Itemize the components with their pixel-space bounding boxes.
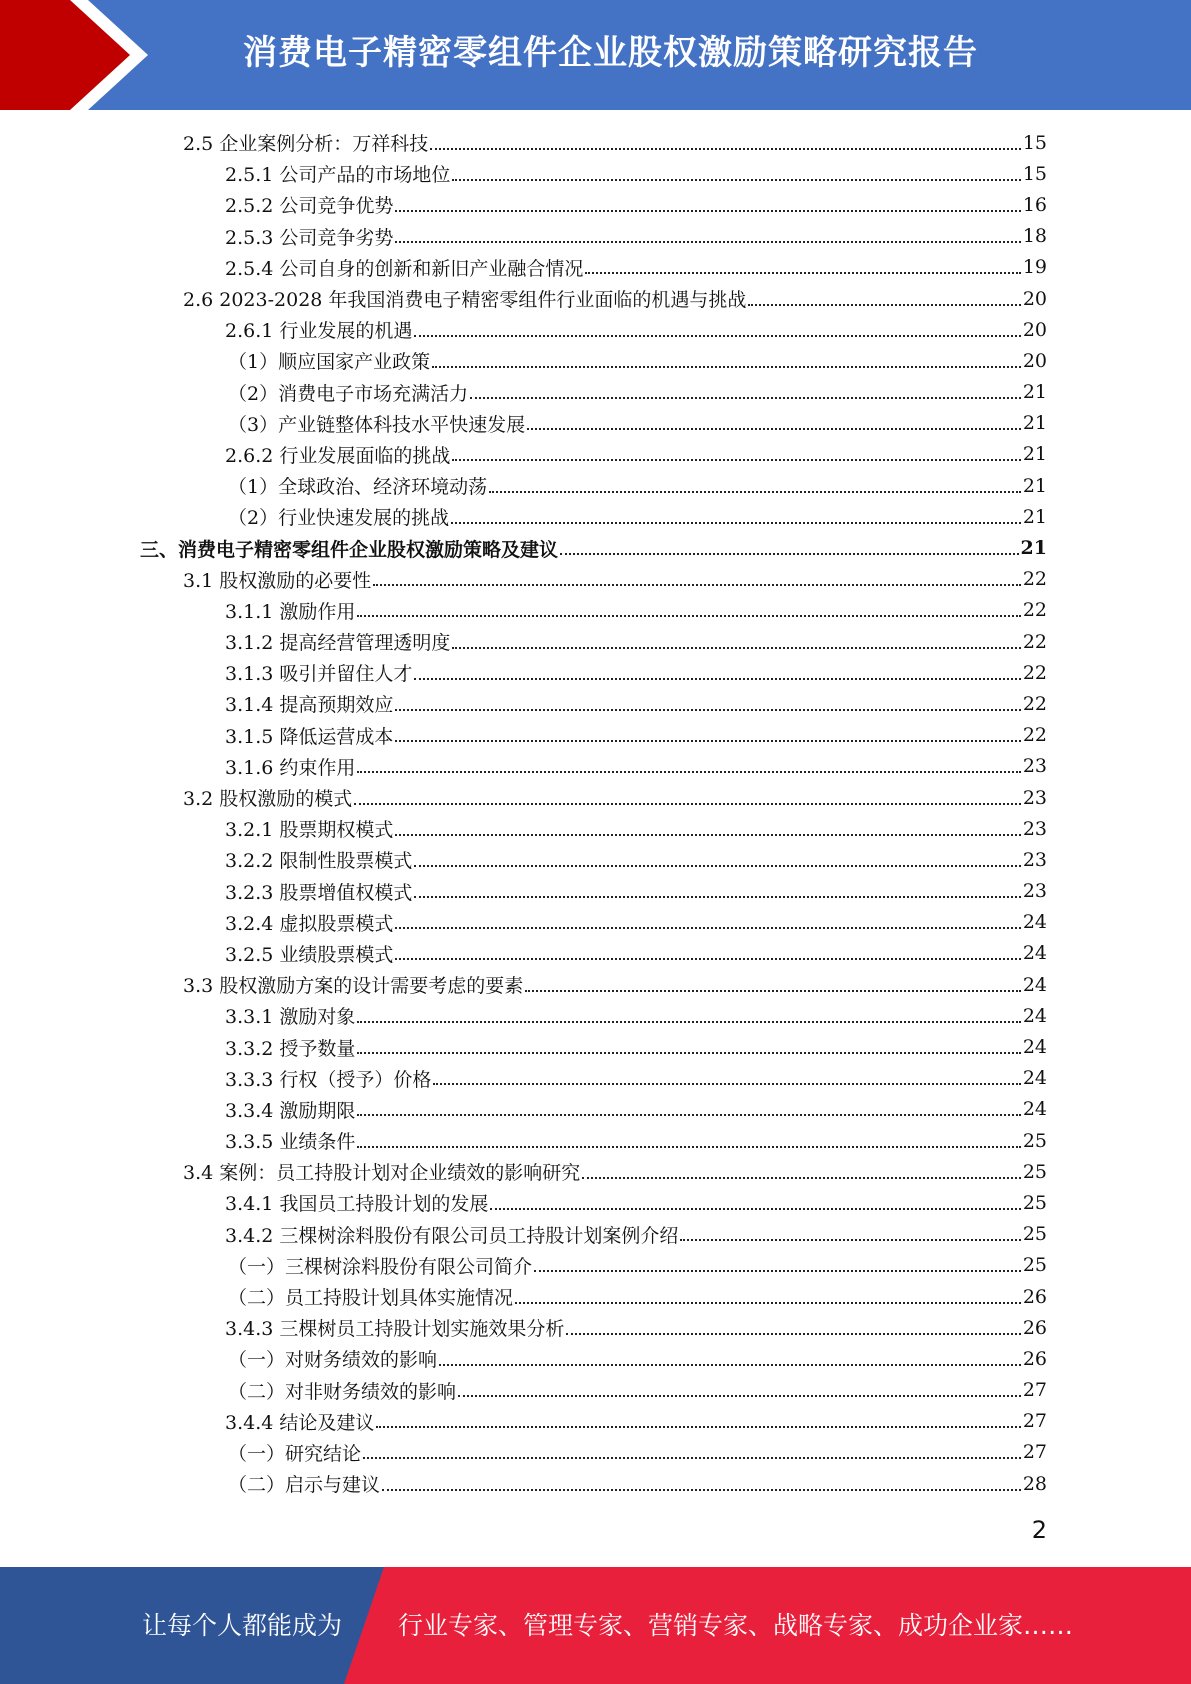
toc-entry-page: 25 [1022,1160,1047,1183]
toc-leader-dots [458,1395,1021,1397]
toc-leader-dots [414,335,1020,337]
toc-entry-page: 21 [1022,443,1047,466]
toc-entry[interactable] [0,564,1191,595]
toc-entry[interactable] [0,876,1191,907]
toc-leader-dots [680,1239,1020,1241]
toc-leader-dots [534,1270,1021,1272]
toc-entry-page: 23 [1022,786,1047,809]
toc-entry[interactable] [0,782,1191,813]
toc-leader-dots [439,1364,1021,1366]
toc-entry-title: 3.1.4 提高预期效应 [225,694,394,717]
toc-entry-page: 23 [1022,755,1047,778]
toc-entry-title: （二）启示与建议 [228,1474,381,1497]
toc-leader-dots [451,522,1021,524]
toc-entry[interactable] [0,1281,1191,1312]
toc-entry-page: 22 [1022,692,1047,715]
toc-entry-page: 21 [1022,412,1047,435]
toc-leader-dots [357,615,1020,617]
toc-leader-dots [395,834,1020,836]
toc-entry[interactable] [0,720,1191,751]
toc-entry-page: 23 [1022,817,1047,840]
report-title: 消费电子精密零组件企业股权激励策略研究报告 [243,33,978,73]
toc-entry[interactable] [0,938,1191,969]
toc-leader-dots [433,1083,1020,1085]
toc-entry-page: 20 [1022,287,1047,310]
toc-entry[interactable] [0,1343,1191,1374]
footer-banner [0,1567,1191,1684]
toc-entry-title: 3.1.1 激励作用 [225,600,356,623]
toc-entry[interactable] [0,1156,1191,1187]
toc-entry-page: 19 [1022,256,1047,279]
toc-entry-page: 20 [1022,318,1047,341]
toc-leader-dots [373,584,1021,586]
table-of-contents [0,127,1191,1499]
toc-entry-title: （1）全球政治、经济环境动荡 [228,476,488,499]
toc-leader-dots [515,1302,1021,1304]
toc-entry-page: 24 [1022,942,1047,965]
toc-entry-title: 2.5.3 公司竞争劣势 [225,226,394,249]
toc-entry[interactable] [0,158,1191,189]
toc-leader-dots [432,366,1021,368]
toc-entry[interactable] [0,1125,1191,1156]
toc-entry-title: 2.5.1 公司产品的市场地位 [225,164,451,187]
toc-leader-dots [470,397,1021,399]
toc-entry-title: 3.3.4 激励期限 [225,1099,356,1122]
toc-leader-dots [382,1489,1021,1491]
toc-entry-page: 21 [1022,474,1047,497]
toc-entry-page: 27 [1022,1410,1047,1433]
toc-entry-title: （1）顺应国家产业政策 [228,351,431,374]
toc-leader-dots [489,491,1021,493]
toc-leader-dots [585,272,1020,274]
toc-entry-page: 25 [1022,1191,1047,1214]
toc-leader-dots [582,1177,1021,1179]
toc-entry-title: 3.4.1 我国员工持股计划的发展 [225,1193,489,1216]
toc-entry-page: 22 [1022,599,1047,622]
toc-entry-title: 3.1.5 降低运营成本 [225,725,394,748]
toc-entry-page: 24 [1022,1067,1047,1090]
toc-leader-dots [363,1457,1021,1459]
toc-entry[interactable] [0,1031,1191,1062]
toc-leader-dots [395,927,1020,929]
toc-entry-page: 28 [1022,1472,1047,1495]
toc-entry-page: 21 [1022,381,1047,404]
toc-entry[interactable] [0,501,1191,532]
toc-entry[interactable] [0,189,1191,220]
toc-entry[interactable] [0,439,1191,470]
toc-entry-title: 三、消费电子精密零组件企业股权激励策略及建议 [140,538,559,561]
toc-entry-title: 3.3.1 激励对象 [225,1006,356,1029]
toc-leader-dots [395,241,1020,243]
toc-entry[interactable] [0,314,1191,345]
toc-leader-dots [414,678,1020,680]
toc-entry-title: 2.5.4 公司自身的创新和新旧产业融合情况 [225,257,584,280]
toc-entry-page: 23 [1022,848,1047,871]
toc-entry-title: （一）三棵树涂料股份有限公司简介 [228,1255,533,1278]
toc-entry[interactable] [0,595,1191,626]
toc-entry-page: 15 [1022,131,1047,154]
toc-leader-dots [357,1114,1020,1116]
toc-entry[interactable] [0,844,1191,875]
toc-entry[interactable] [0,1187,1191,1218]
toc-leader-dots [357,771,1020,773]
toc-leader-dots [357,1052,1020,1054]
toc-entry[interactable] [0,1468,1191,1499]
toc-entry-title: 3.2.5 业绩股票模式 [225,943,394,966]
toc-entry-title: 3.2.4 虚拟股票模式 [225,912,394,935]
toc-entry-page: 22 [1022,661,1047,684]
toc-entry-page: 22 [1022,568,1047,591]
toc-entry-title: 3.3.3 行权（授予）价格 [225,1068,432,1091]
toc-entry[interactable] [0,221,1191,252]
toc-leader-dots [395,210,1020,212]
toc-entry[interactable] [0,1375,1191,1406]
toc-entry-title: （二）对非财务绩效的影响 [228,1380,457,1403]
toc-entry-title: （2）行业快速发展的挑战 [228,507,450,530]
toc-entry-title: 2.5.2 公司竞争优势 [225,195,394,218]
toc-entry[interactable] [0,1437,1191,1468]
toc-entry-title: 3.4.2 三棵树涂料股份有限公司员工持股计划案例介绍 [225,1224,679,1247]
header-banner [0,0,1191,110]
toc-leader-dots [490,1208,1020,1210]
toc-entry[interactable] [0,345,1191,376]
toc-entry-page: 25 [1022,1129,1047,1152]
toc-entry-page: 25 [1022,1223,1047,1246]
toc-entry[interactable] [0,127,1191,158]
toc-entry-page: 15 [1022,162,1047,185]
toc-entry[interactable] [0,283,1191,314]
toc-leader-dots [525,990,1021,992]
toc-leader-dots [430,148,1021,150]
toc-entry-page: 21 [1020,537,1047,560]
toc-entry-page: 22 [1022,630,1047,653]
toc-leader-dots [452,459,1020,461]
toc-leader-dots [357,1146,1020,1148]
toc-entry-title: 3.3.5 业绩条件 [225,1131,356,1154]
toc-entry[interactable] [0,1312,1191,1343]
toc-entry-title: 3.4.4 结论及建议 [225,1411,375,1434]
toc-entry-title: 3.1.2 提高经营管理透明度 [225,632,451,655]
toc-entry-page: 25 [1022,1254,1047,1277]
toc-entry-page: 22 [1022,724,1047,747]
toc-leader-dots [414,865,1020,867]
toc-entry-title: 2.6.2 行业发展面临的挑战 [225,444,451,467]
toc-leader-dots [414,896,1020,898]
toc-entry[interactable] [0,252,1191,283]
toc-entry-page: 27 [1022,1379,1047,1402]
toc-entry-page: 26 [1022,1285,1047,1308]
toc-entry-title: 3.2.2 限制性股票模式 [225,850,413,873]
toc-leader-dots [748,304,1020,306]
page-number: 2 [1031,1516,1047,1544]
toc-entry[interactable] [0,657,1191,688]
toc-entry[interactable] [0,408,1191,439]
toc-entry[interactable] [0,1063,1191,1094]
toc-entry-page: 26 [1022,1347,1047,1370]
toc-entry-title: （3）产业链整体科技水平快速发展 [228,413,526,436]
toc-leader-dots [395,958,1020,960]
toc-leader-dots [452,179,1020,181]
toc-entry-title: 2.6.1 行业发展的机遇 [225,320,413,343]
toc-leader-dots [376,1426,1020,1428]
toc-entry-page: 24 [1022,1098,1047,1121]
toc-entry-title: 3.1 股权激励的必要性 [183,569,372,592]
toc-leader-dots [395,740,1020,742]
toc-entry-page: 24 [1022,1004,1047,1027]
toc-entry-title: 3.2 股权激励的模式 [183,788,353,811]
toc-entry[interactable] [0,751,1191,782]
toc-entry-page: 20 [1022,349,1047,372]
toc-entry-page: 21 [1022,505,1047,528]
toc-entry-title: 3.4 案例：员工持股计划对企业绩效的影响研究 [183,1162,581,1185]
toc-entry[interactable] [0,1000,1191,1031]
toc-entry-page: 18 [1022,225,1047,248]
toc-entry-page: 24 [1022,973,1047,996]
toc-entry[interactable] [0,813,1191,844]
toc-entry-title: （一）对财务绩效的影响 [228,1349,438,1372]
toc-leader-dots [354,803,1021,805]
toc-leader-dots [527,428,1021,430]
toc-entry-title: 3.3.2 授予数量 [225,1037,356,1060]
footer-slogan-right: 行业专家、管理专家、营销专家、战略专家、成功企业家…… [398,1611,1074,1640]
toc-entry-page: 24 [1022,911,1047,934]
toc-entry[interactable] [0,688,1191,719]
toc-entry-title: 3.2.1 股票期权模式 [225,819,394,842]
toc-entry-title: 3.2.3 股票增值权模式 [225,881,413,904]
toc-entry[interactable] [0,626,1191,657]
toc-entry[interactable] [0,1219,1191,1250]
toc-entry-title: 3.3 股权激励方案的设计需要考虑的要素 [183,975,524,998]
toc-entry-title: 2.5 企业案例分析：万祥科技 [183,133,429,156]
toc-entry-title: （二）员工持股计划具体实施情况 [228,1287,514,1310]
toc-entry-title: 3.1.3 吸引并留住人才 [225,663,413,686]
toc-entry-page: 26 [1022,1316,1047,1339]
toc-entry[interactable] [0,1094,1191,1125]
toc-entry[interactable] [0,1406,1191,1437]
toc-entry[interactable] [0,969,1191,1000]
toc-leader-dots [395,709,1020,711]
toc-leader-dots [560,553,1019,555]
toc-entry-title: （一）研究结论 [228,1442,362,1465]
toc-entry[interactable] [0,377,1191,408]
toc-entry-title: （2）消费电子市场充满活力 [228,382,469,405]
footer-slogan-left: 让每个人都能成为 [142,1611,343,1640]
toc-entry[interactable] [0,907,1191,938]
toc-entry-page: 23 [1022,880,1047,903]
toc-leader-dots [452,647,1020,649]
toc-entry-page: 16 [1022,193,1047,216]
toc-entry-page: 24 [1022,1036,1047,1059]
toc-leader-dots [357,1021,1020,1023]
toc-entry[interactable] [0,532,1191,563]
toc-entry[interactable] [0,470,1191,501]
toc-entry-page: 27 [1022,1441,1047,1464]
toc-entry-title: 3.4.3 三棵树员工持股计划实施效果分析 [225,1318,565,1341]
toc-leader-dots [566,1333,1020,1335]
toc-entry[interactable] [0,1250,1191,1281]
toc-entry-title: 3.1.6 约束作用 [225,756,356,779]
toc-entry-title: 2.6 2023-2028 年我国消费电子精密零组件行业面临的机遇与挑战 [183,289,747,312]
